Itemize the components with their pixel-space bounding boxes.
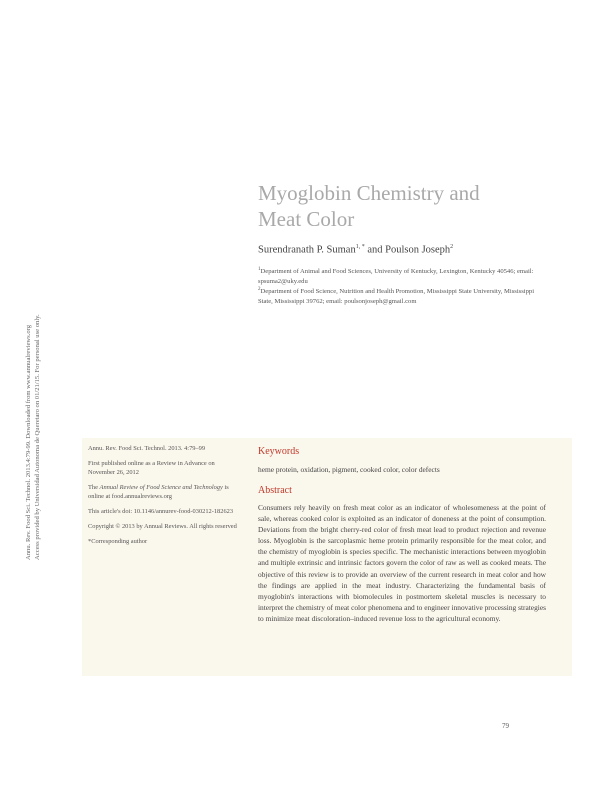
affiliation-1-num: 1: [258, 267, 261, 272]
abstract-text: Consumers rely heavily on fresh meat color as an indicator of wholesomeness at the point of sale, whereas cooked color is exploited as an indicator of doneness at the point of consumption. Deviations from the bright cherry-red color of fresh meat lead to product rejection and revenue loss. Myoglobin is the sarcoplasmic heme protein primarily responsible for the meat color, and the chemistry of myoglobin is species specific. The mechanistic interactions between myoglobin and multiple extrinsic and intrinsic factors govern the color of raw as well as cooked meats. The objective of this review is to provide an overview of the current research in meat color and how the findings are applied in the meat industry. Characterizing the fundamental basis of myoglobin's interactions with biomolecules in postmortem skeletal muscles is necessary to interpret the chemistry of meat color phenomena and to engineer innovative processing strategies to minimize meat discoloration–induced revenue loss to the agricultural economy.: [258, 503, 546, 623]
corresponding-author: *Corresponding author: [88, 538, 148, 545]
author-1: Surendranath P. Suman: [258, 244, 356, 256]
page-number: 79: [502, 722, 509, 730]
download-notice-line1: Annu. Rev. Food Sci. Technol. 2013.4:79-99. Downloaded from www.annualreviews.org: [25, 324, 32, 560]
author-2-sup: 2: [450, 244, 454, 250]
affiliation-2-text: Department of Food Science, Nutrition and Health Promotion, Mississippi State University, Mississippi State, Mississippi 39762; email: poulsonjoseph@gmail.com: [258, 288, 535, 306]
online-pre: The: [88, 484, 100, 491]
online-post: is online at food.annualreviews.org: [88, 484, 229, 500]
title-line2: Meat Color: [258, 207, 355, 231]
author-list: [258, 244, 453, 256]
article-meta: [88, 444, 243, 552]
abstract-heading: Abstract: [258, 485, 292, 496]
article-doi: This article's doi: 10.1146/annurev-food-030212-182623: [88, 508, 234, 515]
affiliation-1-text: Department of Animal and Food Sciences, University of Kentucky, Lexington, Kentucky 40546; email: spsuma2@uky.edu: [258, 268, 534, 286]
author-1-sup: 1, *: [355, 244, 365, 250]
copyright: Copyright © 2013 by Annual Reviews. All rights reserved: [88, 523, 237, 530]
download-notice-line2: Access provided by Universidad Autonoma de Queretaro on 01/21/15. For personal use only.: [34, 314, 41, 560]
keywords-text: heme protein, oxidation, pigment, cooked color, color defects: [258, 465, 440, 474]
keywords-heading: Keywords: [258, 446, 300, 457]
online-availability: [88, 483, 243, 501]
affiliation-2-num: 2: [258, 287, 261, 292]
download-notice: [24, 240, 42, 560]
affiliation-1: [258, 265, 548, 287]
title-line1: Myoglobin Chemistry and: [258, 181, 480, 205]
affiliation-2: [258, 285, 548, 307]
journal-name: Annual Review of Food Science and Technology: [99, 484, 223, 491]
article-title: [258, 180, 480, 232]
author-2: and Poulson Joseph: [364, 244, 451, 256]
first-published: First published online as a Review in Advance on November 26, 2012: [88, 460, 215, 476]
journal-citation: Annu. Rev. Food Sci. Technol. 2013. 4:79–99: [88, 445, 206, 452]
